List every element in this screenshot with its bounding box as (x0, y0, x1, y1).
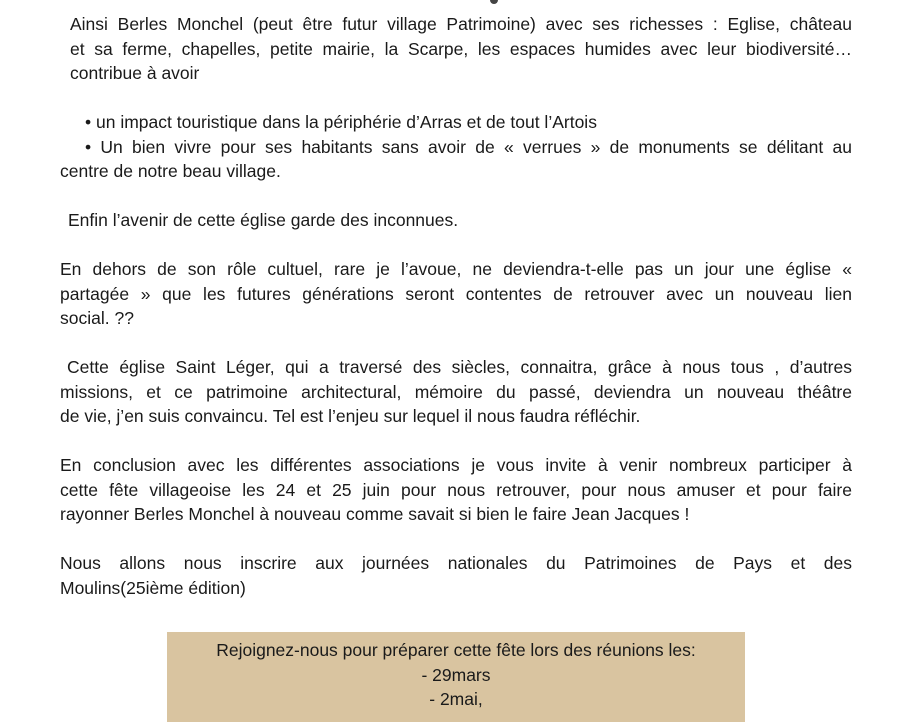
callout-heading: Rejoignez-nous pour préparer cette fête lors des réunions les: (216, 640, 696, 660)
paragraph-line: et sa ferme, chapelles, petite mairie, la Scarpe, les espaces humides avec leur biodiversité… (70, 38, 852, 59)
callout-date: - 2mai, (429, 689, 483, 709)
paragraph-line: rayonner Berles Monchel à nouveau comme savait si bien le faire Jean Jacques ! (60, 504, 690, 524)
paragraph-line: contribue à avoir (70, 63, 200, 83)
list-item (60, 135, 852, 184)
paragraph-line: En conclusion avec les différentes associations je vous invite à venir nombreux participer à (60, 455, 852, 475)
bullet-text: • Un bien vivre pour ses habitants sans avoir de « verrues » de monuments se délitant au (85, 136, 852, 157)
paragraph-conclusion (60, 453, 852, 527)
paragraph-journees-patrimoine (60, 551, 852, 600)
paragraph-line: social. ?? (60, 308, 134, 328)
paragraph-line: partagée » que les futures générations seront contentes de retrouver avec un nouveau lien (60, 283, 852, 304)
meetings-callout-box (167, 632, 745, 722)
paragraph-line: Enfin l’avenir de cette église garde des inconnues. (68, 210, 459, 230)
document-body (60, 12, 852, 625)
paragraph-line: cette fête villageoise les 24 et 25 juin pour nous retrouver, pour nous amuser et pour faire (60, 479, 852, 500)
bullet-text-continuation: centre de notre beau village. (60, 161, 281, 181)
list-item (60, 110, 852, 135)
paragraph-line: Cette église Saint Léger, qui a traversé des siècles, connaitra, grâce à nous tous , d’autres (67, 357, 852, 377)
paragraph-role-cultuel (60, 257, 852, 331)
paragraph-line: de vie, j’en suis convaincu. Tel est l’enjeu sur lequel il nous faudra réfléchir. (60, 406, 641, 426)
paragraph-richesses (60, 12, 852, 86)
paragraph-saint-leger (60, 355, 852, 429)
paragraph-avenir (60, 208, 852, 233)
paragraph-line: missions, et ce patrimoine architectural, mémoire du passé, deviendra un nouveau théâtre (60, 381, 852, 402)
paragraph-line: En dehors de son rôle cultuel, rare je l’avoue, ne deviendra-t-elle pas un jour une église « (60, 259, 852, 279)
callout-date: - 29mars (421, 664, 491, 685)
bullet-list (60, 110, 852, 184)
paragraph-line: Nous allons nous inscrire aux journées nationales du Patrimoines de Pays et des (60, 553, 852, 573)
paragraph-line: Moulins(25ième édition) (60, 577, 246, 598)
paragraph-line: Ainsi Berles Monchel (peut être futur village Patrimoine) avec ses richesses : Eglise, château (70, 14, 852, 34)
bullet-text: • un impact touristique dans la périphérie d’Arras et de tout l’Artois (85, 112, 597, 132)
page-edge-mark (490, 0, 498, 4)
